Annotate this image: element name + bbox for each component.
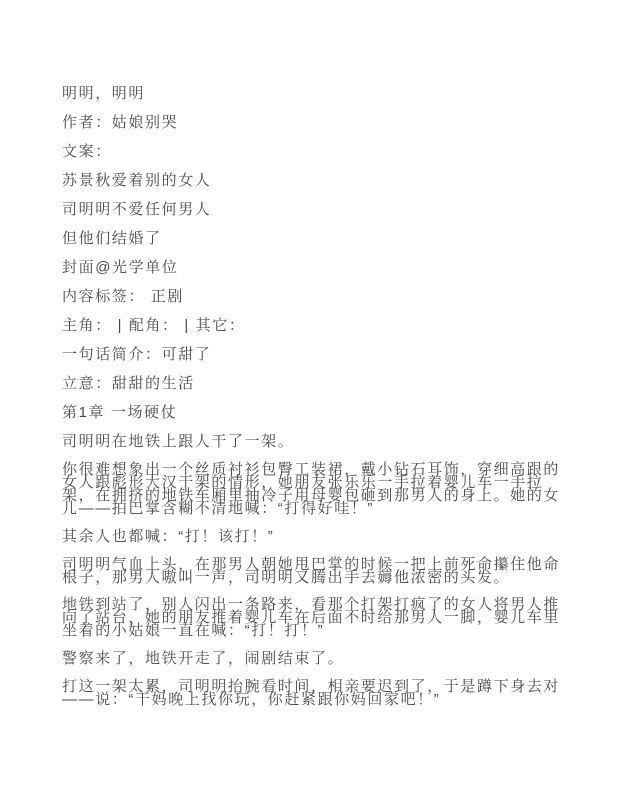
chapter-heading: 第1章 一场硬仗 <box>62 404 178 421</box>
body-paragraph: 其余人也都喊：“打！该打！” <box>62 528 275 545</box>
theme-line: 立意：甜甜的生活 <box>62 375 195 392</box>
body-paragraph: 司明明气血上头，在那男人朝她甩巴掌的时候一把上前死命攥住他命根子，那男人嗷叫一声，司明明又腾出手去薅他浓密的头发。 <box>62 556 561 586</box>
roles-line: 主角： | 配角： | 其它： <box>62 317 246 334</box>
author-line: 作者：姑娘别哭 <box>62 114 179 131</box>
blurb-label: 文案： <box>62 143 112 160</box>
content-tags-line: 内容标签： 正剧 <box>62 288 184 305</box>
body-paragraph: 司明明在地铁上跟人干了一架。 <box>62 433 295 450</box>
body-paragraph: 警察来了，地铁开走了，闹剧结束了。 <box>62 650 345 667</box>
body-paragraph: 打这一架太累，司明明抬腕看时间，相亲要迟到了，于是蹲下身去对——说：“干妈晚上找你玩，你赶紧跟你妈回家吧！” <box>62 678 561 708</box>
blurb-line: 苏景秋爱着别的女人 <box>62 172 212 189</box>
blurb-line: 司明明不爱任何男人 <box>62 201 212 218</box>
blurb-line: 但他们结婚了 <box>62 230 162 247</box>
one-line-intro: 一句话简介：可甜了 <box>62 346 212 363</box>
cover-credit: 封面@光学单位 <box>62 259 179 276</box>
body-paragraph: 地铁到站了，别人闪出一条路来，看那个打架打疯了的女人将男人推向了站台，她的朋友推着婴儿车在后面不时给那男人一脚，婴儿车里坐着的小姑娘一直在喊：“打！打！” <box>62 596 561 639</box>
body-paragraph: 你很难想象出一个丝质衬衫包臀工装裙，戴小钻石耳饰，穿细高跟的女人跟彪形大汉干架的情形，她朋友张乐乐一手拉着婴儿车一手拉架，在拥挤的地铁车厢里抽冷子用母婴包砸到那男人的身上。她的女儿——拍巴掌含糊不清地喊：“打得好哇！” <box>62 461 561 517</box>
novel-title: 明明，明明 <box>62 85 146 102</box>
